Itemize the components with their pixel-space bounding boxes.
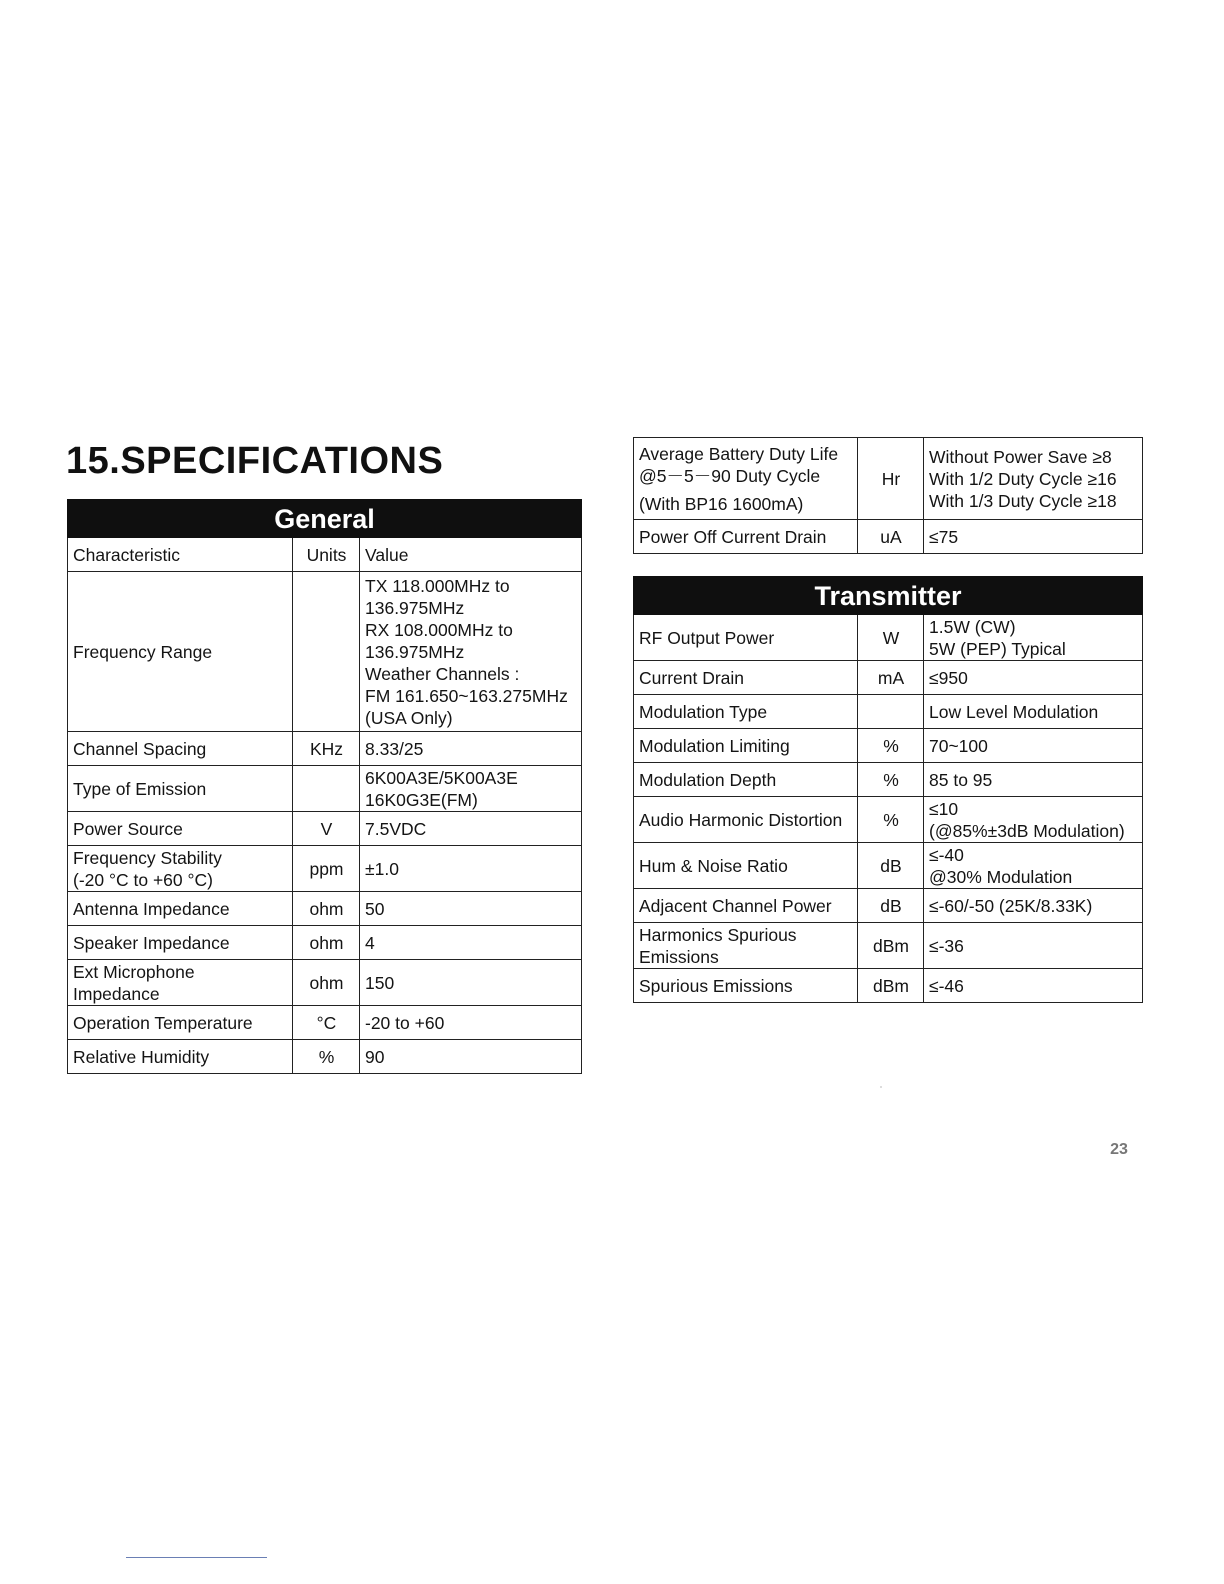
- value-cell: [360, 1040, 582, 1074]
- value-cell: [360, 572, 582, 732]
- cell-line: Modulation Limiting: [639, 735, 790, 756]
- cell-line: Impedance: [73, 983, 160, 1004]
- cell-line: Average Battery Duty Life: [639, 443, 839, 464]
- unit-cell: dBm: [858, 923, 924, 969]
- characteristic-cell: [634, 969, 858, 1003]
- spec-row: [68, 926, 582, 960]
- value-cell: [360, 1006, 582, 1040]
- cell-line: Ext Microphone: [73, 961, 195, 982]
- unit-cell: °C: [293, 1006, 360, 1040]
- cell-line: 16K0G3E(FM): [365, 789, 478, 810]
- spec-row: [634, 797, 1143, 843]
- cell-line: Weather Channels :: [365, 663, 520, 684]
- value-cell: [924, 969, 1143, 1003]
- cell-line: ≤-46: [929, 975, 964, 996]
- value-cell: [360, 846, 582, 892]
- value-cell: [360, 732, 582, 766]
- unit-cell: dBm: [858, 969, 924, 1003]
- column-header-value: Value: [360, 538, 582, 572]
- transmitter-spec-table: [633, 576, 1143, 1003]
- unit-cell: KHz: [293, 732, 360, 766]
- characteristic-cell: [634, 520, 858, 554]
- characteristic-cell: [68, 766, 293, 812]
- characteristic-cell: [634, 797, 858, 843]
- cell-line: Emissions: [639, 946, 719, 967]
- cell-line: Antenna Impedance: [73, 898, 230, 919]
- characteristic-cell: [634, 695, 858, 729]
- characteristic-cell: [634, 843, 858, 889]
- spec-row: [634, 661, 1143, 695]
- characteristic-cell: [634, 661, 858, 695]
- characteristic-cell: [68, 926, 293, 960]
- unit-cell: V: [293, 812, 360, 846]
- spec-row: [68, 1040, 582, 1074]
- page-number: 23: [1110, 1141, 1128, 1158]
- column-header-units: Units: [293, 538, 360, 572]
- cell-line: ≤950: [929, 667, 968, 688]
- spec-row: [68, 960, 582, 1006]
- cell-line: Power Off Current Drain: [639, 526, 827, 547]
- cell-line: (With BP16 1600mA): [639, 493, 804, 514]
- characteristic-cell: [68, 960, 293, 1006]
- spec-row: [68, 1006, 582, 1040]
- unit-cell: ohm: [293, 892, 360, 926]
- cell-line: Audio Harmonic Distortion: [639, 809, 843, 830]
- unit-cell: dB: [858, 843, 924, 889]
- general-header-row: [68, 538, 582, 572]
- battery-spec-table: [633, 437, 1143, 554]
- unit-cell: ohm: [293, 926, 360, 960]
- cell-line: 50: [365, 898, 385, 919]
- general-spec-table: [67, 499, 582, 1074]
- cell-line: 7.5VDC: [365, 818, 427, 839]
- value-cell: [924, 615, 1143, 661]
- value-cell: [924, 695, 1143, 729]
- cell-line: -20 to +60: [365, 1012, 445, 1033]
- characteristic-cell: [68, 1006, 293, 1040]
- spec-row: [634, 729, 1143, 763]
- cell-line: ≤10: [929, 798, 959, 819]
- cell-line: Hum & Noise Ratio: [639, 855, 788, 876]
- unit-cell: %: [293, 1040, 360, 1074]
- cell-line: FM 161.650~163.275MHz: [365, 685, 568, 706]
- transmitter-banner: Transmitter: [634, 577, 1143, 615]
- cell-line: TX 118.000MHz to: [365, 575, 510, 596]
- cell-line: Current Drain: [639, 667, 745, 688]
- cell-line: ≤-40: [929, 844, 964, 865]
- characteristic-cell: [634, 763, 858, 797]
- cell-line: 136.975MHz: [365, 641, 465, 662]
- cell-line: 70~100: [929, 735, 988, 756]
- spec-row: [634, 615, 1143, 661]
- value-cell: [924, 763, 1143, 797]
- characteristic-cell: [634, 729, 858, 763]
- value-cell: [924, 797, 1143, 843]
- cell-line: Modulation Depth: [639, 769, 777, 790]
- value-cell: [924, 520, 1143, 554]
- unit-cell: uA: [858, 520, 924, 554]
- spec-row: [634, 695, 1143, 729]
- value-cell: [360, 926, 582, 960]
- cell-line: 6K00A3E/5K00A3E: [365, 767, 518, 788]
- value-cell: [924, 729, 1143, 763]
- cell-line: Low Level Modulation: [929, 701, 1099, 722]
- unit-cell: %: [858, 729, 924, 763]
- spec-row: [634, 520, 1143, 554]
- spec-row: [68, 732, 582, 766]
- cell-line: ±1.0: [365, 858, 399, 879]
- cell-line: 136.975MHz: [365, 597, 465, 618]
- spec-row: [634, 923, 1143, 969]
- value-cell: [360, 812, 582, 846]
- characteristic-cell: [634, 615, 858, 661]
- unit-cell: [858, 695, 924, 729]
- cell-line: Operation Temperature: [73, 1012, 253, 1033]
- characteristic-cell: [68, 1040, 293, 1074]
- value-cell: [924, 438, 1143, 520]
- spec-row: [68, 846, 582, 892]
- unit-cell: [293, 572, 360, 732]
- unit-cell: ohm: [293, 960, 360, 1006]
- spec-row: [68, 812, 582, 846]
- cell-line: 5W (PEP) Typical: [929, 638, 1066, 659]
- cell-line: Modulation Type: [639, 701, 768, 722]
- cell-line: ≤-60/-50 (25K/8.33K): [929, 895, 1093, 916]
- page-title: 15.SPECIFICATIONS: [66, 440, 444, 482]
- cell-line: Spurious Emissions: [639, 975, 793, 996]
- unit-cell: %: [858, 763, 924, 797]
- cell-line: 90: [365, 1046, 385, 1067]
- scan-speck: [880, 1086, 882, 1088]
- cell-line: ≤-36: [929, 935, 964, 956]
- value-cell: [924, 889, 1143, 923]
- unit-cell: [293, 766, 360, 812]
- spec-row: [68, 766, 582, 812]
- cell-line: 150: [365, 972, 395, 993]
- spec-row: [634, 889, 1143, 923]
- cell-line: RX 108.000MHz to: [365, 619, 513, 640]
- unit-cell: mA: [858, 661, 924, 695]
- characteristic-cell: [634, 438, 858, 520]
- cell-line: (USA Only): [365, 707, 453, 728]
- characteristic-cell: [68, 846, 293, 892]
- cell-line: ≤75: [929, 526, 959, 547]
- cell-line: 1.5W (CW): [929, 616, 1016, 637]
- spec-row: [68, 572, 582, 732]
- value-cell: [360, 892, 582, 926]
- cell-line: 4: [365, 932, 375, 953]
- characteristic-cell: [68, 732, 293, 766]
- cell-line: With 1/3 Duty Cycle ≥18: [929, 490, 1117, 511]
- spec-row: [634, 969, 1143, 1003]
- cell-line: (@85%±3dB Modulation): [929, 820, 1125, 841]
- cell-line: Power Source: [73, 818, 183, 839]
- unit-cell: W: [858, 615, 924, 661]
- value-cell: [924, 843, 1143, 889]
- cell-line: @5－5－90 Duty Cycle: [639, 465, 821, 486]
- cell-line: RF Output Power: [639, 627, 775, 648]
- cell-line: Frequency Stability: [73, 847, 222, 868]
- column-header-characteristic: Characteristic: [68, 538, 293, 572]
- cell-line: (-20 °C to +60 °C): [73, 869, 213, 890]
- cell-line: Frequency Range: [73, 641, 213, 662]
- cell-line: Harmonics Spurious: [639, 924, 797, 945]
- unit-cell: ppm: [293, 846, 360, 892]
- characteristic-cell: [68, 812, 293, 846]
- spec-row: [634, 843, 1143, 889]
- value-cell: [924, 661, 1143, 695]
- unit-cell: dB: [858, 889, 924, 923]
- spec-row: [68, 892, 582, 926]
- value-cell: [360, 960, 582, 1006]
- cell-line: Without Power Save ≥8: [929, 446, 1112, 467]
- general-banner: General: [68, 500, 582, 538]
- characteristic-cell: [634, 889, 858, 923]
- value-cell: [360, 766, 582, 812]
- cell-line: Adjacent Channel Power: [639, 895, 832, 916]
- characteristic-cell: [634, 923, 858, 969]
- cell-line: 8.33/25: [365, 738, 424, 759]
- unit-cell: %: [858, 797, 924, 843]
- cell-line: With 1/2 Duty Cycle ≥16: [929, 468, 1117, 489]
- spec-row: [634, 438, 1143, 520]
- characteristic-cell: [68, 572, 293, 732]
- value-cell: [924, 923, 1143, 969]
- cell-line: Relative Humidity: [73, 1046, 210, 1067]
- cell-line: @30% Modulation: [929, 866, 1073, 887]
- cell-line: Speaker Impedance: [73, 932, 230, 953]
- cell-line: Type of Emission: [73, 778, 207, 799]
- cell-line: Channel Spacing: [73, 738, 207, 759]
- footnote-rule: [126, 1557, 267, 1558]
- characteristic-cell: [68, 892, 293, 926]
- spec-row: [634, 763, 1143, 797]
- cell-line: 85 to 95: [929, 769, 993, 790]
- unit-cell: Hr: [858, 438, 924, 520]
